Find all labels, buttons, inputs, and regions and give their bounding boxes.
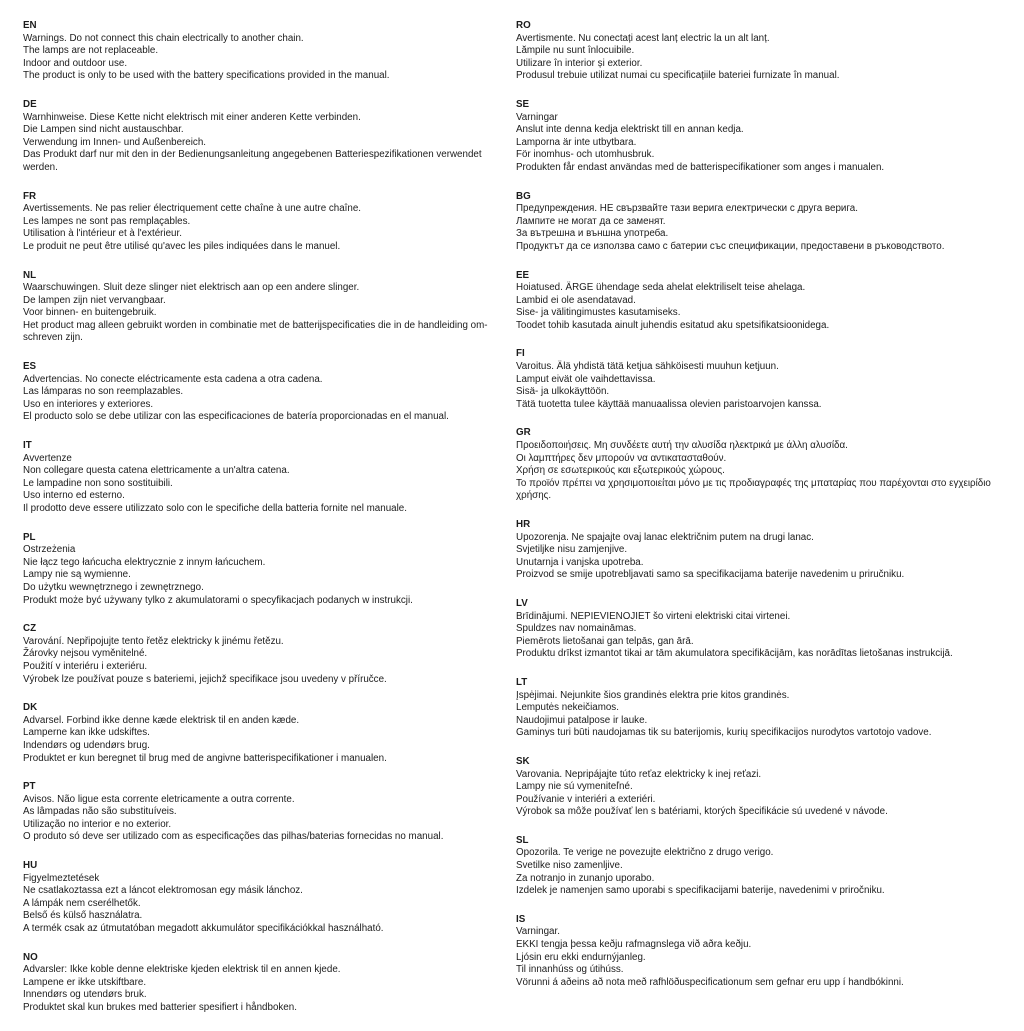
warning-line: Utilização no interior e no exterior. <box>23 818 172 830</box>
language-code: HU <box>23 860 38 872</box>
warning-line: Za notranjo in zunanjo uporabo. <box>516 872 655 884</box>
warning-line: För inomhus- och utomhusbruk. <box>516 149 655 161</box>
warning-line: Produktu drīkst izmantot tikai ar tām akumulatora specifikācijām, kas norādītas lietošanas instrukcijā. <box>516 648 953 660</box>
language-section-lt <box>516 677 1004 740</box>
warning-line: Voor binnen- en buitengebruik. <box>23 307 157 319</box>
warning-line: Il prodotto deve essere utilizzato solo con le specifiche della batteria fornite nel manuale. <box>23 503 407 514</box>
language-section-se <box>516 99 1004 175</box>
language-code: HR <box>516 519 531 530</box>
warning-line: Lampy nie są wymienne. <box>23 569 131 581</box>
language-code: GR <box>516 427 531 439</box>
language-section-cz <box>23 623 491 686</box>
warning-line: Lemputės nekeičiamos. <box>516 702 619 714</box>
warning-line: Figyelmeztetések <box>23 872 100 884</box>
warning-line: Tätä tuotetta tulee käyttää manuaalissa olevien paristoarvojen kanssa. <box>516 398 822 410</box>
warning-line: Lamperne kan ikke udskiftes. <box>23 727 150 739</box>
language-section-gr <box>516 427 1004 503</box>
language-code: NO <box>23 951 38 963</box>
language-section-ro <box>516 20 1004 83</box>
warning-line: Uso interno ed esterno. <box>23 490 125 502</box>
warning-line: Les lampes ne sont pas remplaçables. <box>23 215 191 227</box>
warning-line: Ne csatlakoztassa ezt a láncot elektromosan egy másik lánchoz. <box>23 885 303 897</box>
warning-line: Varování. Nepřipojujte tento řetěz elektricky k jinému řetězu. <box>23 635 284 647</box>
warning-line: El producto solo se debe utilizar con las especificaciones de batería proporcionadas en el manual. <box>23 411 449 423</box>
warning-line: Opozorila. Te verige ne povezujte električno z drugo verigo. <box>516 847 774 859</box>
language-section-pt <box>23 781 491 844</box>
warning-line: Le produit ne peut être utilisé qu'avec les piles indiquées dans le manuel. <box>23 240 341 252</box>
language-section-sl <box>516 835 1004 898</box>
warning-line: Продуктът да се използва само с батерии със спецификации, предоставени в ръководството. <box>516 240 945 252</box>
warning-line: Produkt może być używany tylko z akumulatorami o specyfikacjach podanych w instrukcji. <box>23 594 413 606</box>
language-code: DK <box>23 702 38 714</box>
warning-line: Sise- ja välitingimustes kasutamiseks. <box>516 307 681 319</box>
language-section-no <box>23 952 491 1015</box>
language-section-is <box>516 914 1004 990</box>
warning-line: За вътрешна и външна употреба. <box>516 228 669 240</box>
warning-line: Το προϊόν πρέπει να χρησιμοποιείται μόνο με τις προδιαγραφές της μπαταρίας που παρέχονται στο εγχειρίδιο χρήσης. <box>516 477 991 502</box>
warning-line: Die Lampen sind nicht austauschbar. <box>23 124 184 136</box>
warning-line: Las lámparas no son reemplazables. <box>23 386 184 398</box>
warning-line: Naudojimui patalpose ir lauke. <box>516 714 648 726</box>
warning-line: Lampy nie sú vymeniteľné. <box>516 781 633 793</box>
warning-line: Belső és külső használatra. <box>23 910 143 922</box>
warning-line: Avertissements. Ne pas relier électriquement cette chaîne à une autre chaîne. <box>23 203 361 215</box>
language-section-bg <box>516 191 1004 254</box>
language-section-pl <box>23 532 491 608</box>
warning-line: Avertismente. Nu conectați acest lanț electric la un alt lanț. <box>516 32 770 44</box>
warning-line: A lámpák nem cserélhetők. <box>23 897 141 909</box>
language-section-fi <box>516 348 1004 411</box>
warning-line: Varovania. Nepripájajte túto reťaz elektricky k inej reťazi. <box>516 768 762 780</box>
warning-line: Do użytku wewnętrznego i zewnętrznego. <box>23 581 204 593</box>
warning-line: Warnings. Do not connect this chain electrically to another chain. <box>23 32 304 44</box>
language-code: LT <box>516 676 528 688</box>
warning-line: Non collegare questa catena elettricamente a un'altra catena. <box>23 465 290 477</box>
warning-line: Varoitus. Älä yhdistä tätä ketjua sähköisesti muuhun ketjuun. <box>516 361 779 373</box>
warning-line: Piemērots lietošanai gan telpās, gan ārā. <box>516 635 694 647</box>
language-section-nl <box>23 270 491 346</box>
language-code: RO <box>516 20 531 31</box>
warning-line: Avisos. Não ligue esta corrente eletricamente a outra corrente. <box>23 793 295 805</box>
warning-line: Utilisation à l'intérieur et à l'extérieur. <box>23 228 182 240</box>
warning-line: Produkten får endast användas med de batterispecifikationer som anges i manualen. <box>516 161 885 173</box>
warning-line: Le lampadine non sono sostituibili. <box>23 477 173 489</box>
warning-line: The product is only to be used with the battery specifications provided in the manual. <box>23 70 390 82</box>
language-code: PT <box>23 781 36 793</box>
warning-line: Hoiatused. ÄRGE ühendage seda ahelat elektriliselt teise ahelaga. <box>516 282 806 294</box>
warning-line: Ostrzeżenia <box>23 544 76 556</box>
warning-line: Das Produkt darf nur mit den in der Bedienungsanleitung angegebenen Batteriespezifikationen verwendet werden. <box>23 149 482 173</box>
language-section-dk <box>23 702 491 765</box>
warning-line: Proizvod se smije upotrebljavati samo sa specifikacijama baterije navedenim u priručniku. <box>516 569 905 581</box>
warning-line: Brīdinājumi. NEPIEVIENOJIET šo virteni elektriski citai virtenei. <box>516 610 791 622</box>
warning-line: Výrobok sa môže používať len s batériami, ktorých špecifikácie sú uvedené v návode. <box>516 806 888 818</box>
warning-line: Til innanhúss og útihúss. <box>516 964 624 976</box>
warning-line: Produktet er kun beregnet til brug med de angivne batterispecifikationer i manualen. <box>23 752 387 764</box>
warning-line: Produsul trebuie utilizat numai cu specificațiile bateriei furnizate în manual. <box>516 70 840 82</box>
language-section-sk <box>516 756 1004 819</box>
warning-line: Waarschuwingen. Sluit deze slinger niet elektrisch aan op een andere slinger. <box>23 282 360 294</box>
warning-line: Upozorenja. Ne spajajte ovaj lanac električnim putem na drugi lanac. <box>516 531 814 543</box>
language-section-en <box>23 20 491 83</box>
language-section-hr <box>516 519 1004 582</box>
warning-line: Varningar. <box>516 926 560 938</box>
language-code: FR <box>23 190 37 202</box>
language-code: SL <box>516 834 529 846</box>
warning-line: Indoor and outdoor use. <box>23 57 128 69</box>
warning-line: Gaminys turi būti naudojamas tik su baterijomis, kurių specifikacijos nurodytos vartotojo vadove. <box>516 727 932 739</box>
warning-line: Izdelek je namenjen samo uporabi s specifikacijami baterije, navedenimi v priročniku. <box>516 885 885 897</box>
language-code: ES <box>23 361 37 373</box>
warning-line: Spuldzes nav nomaināmas. <box>516 623 637 635</box>
warning-line: Toodet tohib kasutada ainult juhendis esitatud aku spetsifikatsioonidega. <box>516 319 830 331</box>
language-code: PL <box>23 531 36 543</box>
warning-line: Avvertenze <box>23 452 72 464</box>
warning-line: Používanie v interiéri a exteriéri. <box>516 793 656 805</box>
warning-line: Verwendung im Innen- und Außenbereich. <box>23 136 206 148</box>
language-code: EN <box>23 20 37 31</box>
language-section-es <box>23 361 491 424</box>
warning-line: Advarsler: Ikke koble denne elektriske kjeden elektrisk til en annen kjede. <box>23 964 341 976</box>
warning-line: O produto só deve ser utilizado com as especificações das pilhas/baterias fornecidas no manual. <box>23 831 444 843</box>
language-code: IT <box>23 440 32 452</box>
warning-line: Nie łącz tego łańcucha elektrycznie z innym łańcuchem. <box>23 556 266 568</box>
language-section-it <box>23 440 491 516</box>
warning-line: Utilizare în interior și exterior. <box>516 57 643 69</box>
language-section-lv <box>516 598 1004 661</box>
language-code: SK <box>516 755 530 767</box>
warning-line: As lâmpadas não são substituíveis. <box>23 806 177 818</box>
warning-line: Lambid ei ole asendatavad. <box>516 294 636 306</box>
warning-line: Įspėjimai. Nejunkite šios grandinės elektra prie kitos grandinės. <box>516 689 790 701</box>
warning-line: Vörunni á aðeins að nota með rafhlöðuspecificationum sem gefnar eru upp í handbókinni. <box>516 976 904 988</box>
warning-line: Προειδοποιήσεις. Μη συνδέετε αυτή την αλυσίδα ηλεκτρικά με άλλη αλυσίδα. <box>516 440 848 452</box>
language-code: SE <box>516 98 530 110</box>
warning-line: Lămpile nu sunt înlocuibile. <box>516 45 635 57</box>
warning-line: Het product mag alleen gebruikt worden in combinatie met de batterijspecificaties die in de handleiding om-schreven zijn. <box>23 319 488 344</box>
warning-line: A termék csak az útmutatóban megadott akkumulátor specifikációkkal használható. <box>23 923 384 935</box>
warning-line: Unutarnja i vanjska upotreba. <box>516 556 644 568</box>
warning-line: Sisä- ja ulkokäyttöön. <box>516 386 610 398</box>
warning-line: Χρήση σε εσωτερικούς και εξωτερικούς χώρους. <box>516 465 725 477</box>
language-section-hu <box>23 860 491 936</box>
language-code: DE <box>23 98 37 110</box>
warning-line: Výrobek lze používat pouze s bateriemi, jejichž specifikace jsou uvedeny v příručce. <box>23 673 387 685</box>
warning-line: Produktet skal kun brukes med batterier spesifiert i håndboken. <box>23 1002 297 1013</box>
language-code: FI <box>516 348 525 360</box>
language-section-de <box>23 99 491 175</box>
warning-line: Lampene er ikke utskiftbare. <box>23 976 147 988</box>
language-section-fr <box>23 191 491 254</box>
warning-line: Použití v interiéru i exteriéru. <box>23 660 148 672</box>
warning-line: Advertencias. No conecte eléctricamente esta cadena a otra cadena. <box>23 373 323 385</box>
warning-line: Предупреждения. НЕ свързвайте тази верига електрически с друга верига. <box>516 203 858 215</box>
warning-line: Žárovky nejsou vyměnitelné. <box>23 648 148 660</box>
left-column <box>23 20 491 1031</box>
warning-line: The lamps are not replaceable. <box>23 45 159 57</box>
warning-line: Ljósin eru ekki endurnýjanleg. <box>516 951 646 963</box>
language-code: EE <box>516 269 530 281</box>
warning-line: Varningar <box>516 111 558 123</box>
language-code: LV <box>516 597 528 609</box>
warning-line: Svjetiljke nisu zamjenjive. <box>516 544 628 556</box>
warning-line: Innendørs og utendørs bruk. <box>23 989 147 1001</box>
warning-line: Οι λαμπτήρες δεν μπορούν να αντικατασταθούν. <box>516 452 727 464</box>
warning-line: Advarsel. Forbind ikke denne kæde elektrisk til en anden kæde. <box>23 714 300 726</box>
language-code: NL <box>23 269 37 281</box>
right-column <box>516 20 1004 1005</box>
warning-line: Лампите не могат да се заменят. <box>516 215 666 227</box>
warning-line: EKKI tengja þessa keðju rafmagnslega við aðra keðju. <box>516 939 752 951</box>
warning-line: Uso en interiores y exteriores. <box>23 398 154 410</box>
warning-line: Lamput eivät ole vaihdettavissa. <box>516 373 656 385</box>
language-code: IS <box>516 913 526 925</box>
language-section-ee <box>516 270 1004 333</box>
warning-line: Svetilke niso zamenljive. <box>516 860 623 872</box>
language-code: CZ <box>23 623 37 635</box>
warning-line: De lampen zijn niet vervangbaar. <box>23 294 166 306</box>
warning-line: Warnhinweise. Diese Kette nicht elektrisch mit einer anderen Kette verbinden. <box>23 111 361 123</box>
language-code: BG <box>516 190 531 202</box>
warning-line: Lamporna är inte utbytbara. <box>516 136 637 148</box>
warning-line: Indendørs og udendørs brug. <box>23 739 150 751</box>
warning-line: Anslut inte denna kedja elektriskt till en annan kedja. <box>516 124 744 136</box>
